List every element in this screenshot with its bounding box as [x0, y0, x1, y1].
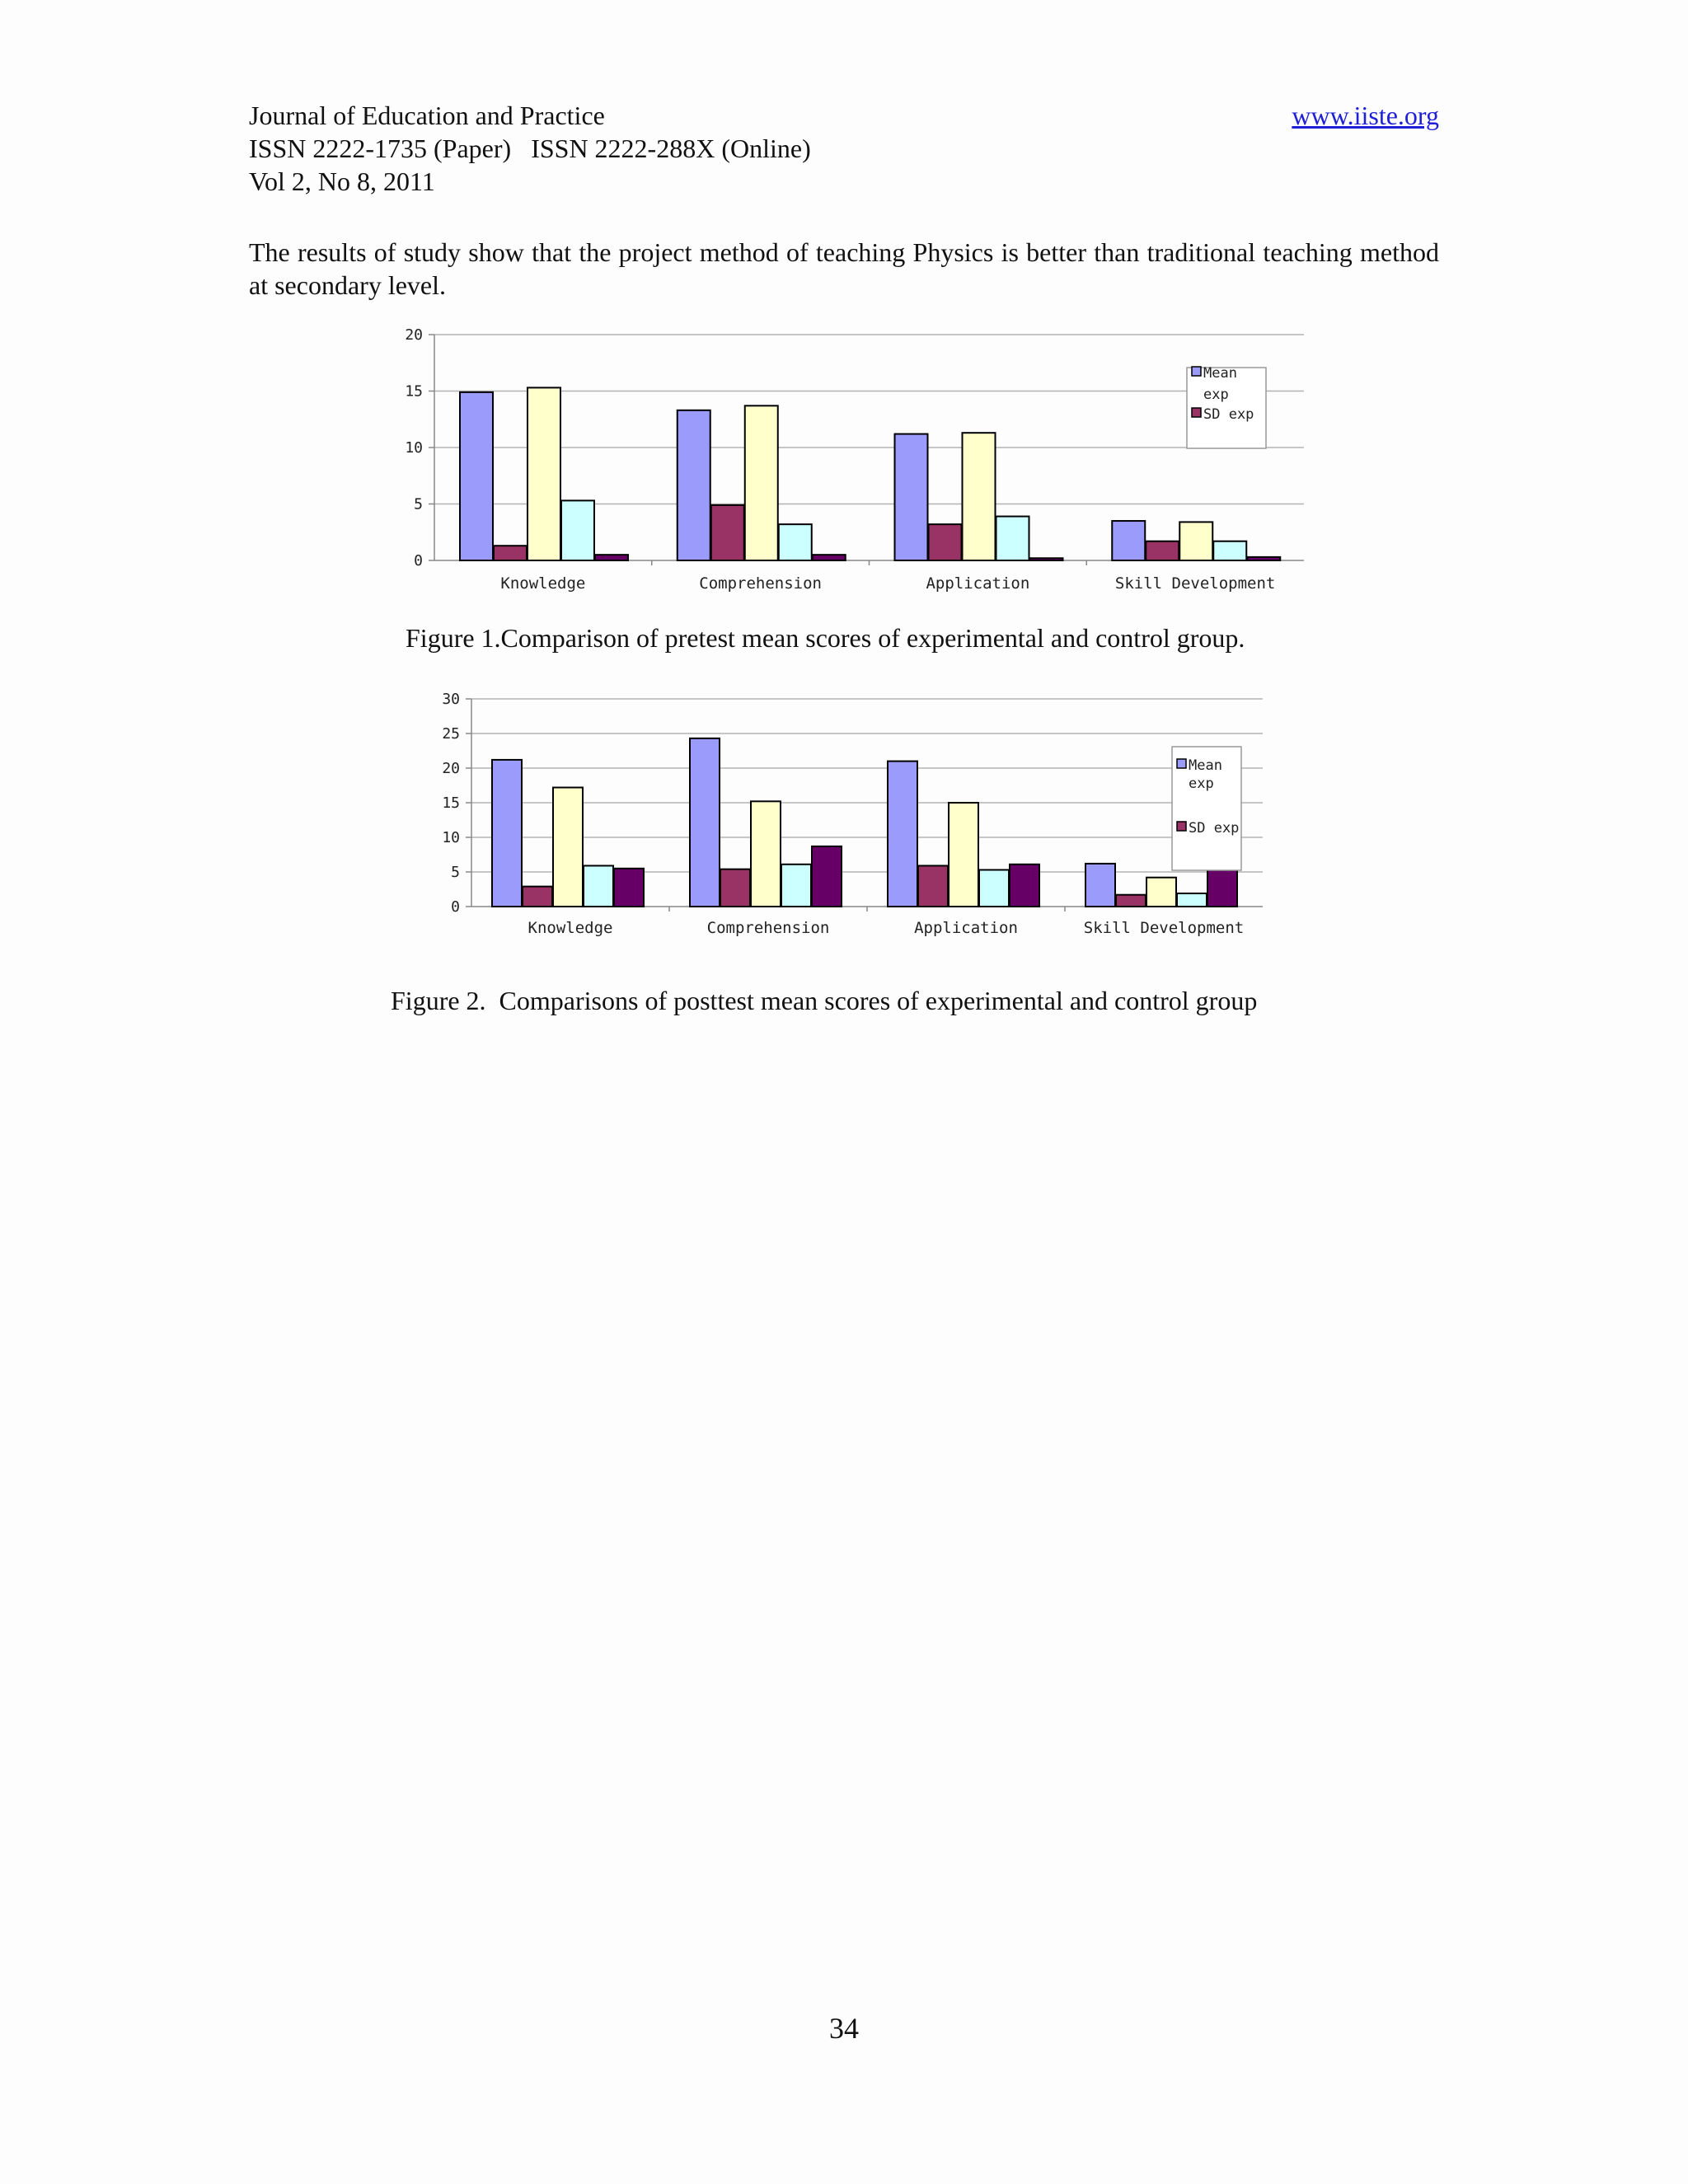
- bar: [996, 517, 1029, 560]
- x-tick-label: Skill Development: [1083, 919, 1245, 937]
- legend-swatch: [1177, 759, 1186, 768]
- bar: [1247, 557, 1280, 560]
- bar: [918, 865, 948, 907]
- legend-swatch: [1192, 367, 1201, 376]
- bar: [678, 410, 710, 560]
- y-tick-label: 20: [405, 326, 423, 344]
- figure-1-chart: [387, 321, 1319, 602]
- bar: [979, 869, 1009, 907]
- bar: [781, 865, 811, 907]
- bar: [584, 865, 613, 907]
- x-tick-label: Knowledge: [500, 574, 586, 593]
- legend-label: SD exp: [1203, 406, 1254, 423]
- bar: [1010, 865, 1039, 907]
- bar: [561, 500, 594, 560]
- bar: [492, 760, 522, 907]
- y-tick-label: 25: [442, 725, 460, 743]
- y-tick-label: 15: [442, 794, 460, 812]
- y-tick-label: 0: [414, 552, 423, 569]
- legend-label: exp: [1203, 387, 1229, 403]
- bar: [711, 505, 744, 560]
- bar: [614, 869, 644, 907]
- y-tick-label: 5: [414, 495, 423, 513]
- bar: [1085, 864, 1115, 907]
- figure-2-caption: Figure 2. Comparisons of posttest mean scores of experimental and control group: [391, 986, 1258, 1015]
- x-tick-label: Comprehension: [699, 574, 822, 593]
- y-tick-label: 10: [442, 829, 460, 846]
- x-tick-label: Knowledge: [528, 919, 613, 937]
- legend-label: Mean: [1203, 365, 1237, 382]
- legend-label: SD exp: [1189, 820, 1240, 837]
- bar: [963, 433, 996, 560]
- journal-url-link[interactable]: www.iiste.org: [1292, 101, 1439, 130]
- bar: [929, 524, 962, 560]
- x-tick-label: Skill Development: [1114, 574, 1276, 593]
- y-tick-label: 0: [451, 898, 460, 916]
- bar: [888, 762, 917, 907]
- bar: [1030, 558, 1063, 560]
- bar: [751, 801, 781, 907]
- bar: [523, 887, 552, 907]
- bar: [813, 555, 846, 560]
- y-tick-label: 20: [442, 760, 460, 777]
- bar: [460, 392, 493, 560]
- bar: [1177, 893, 1207, 907]
- bar: [1112, 521, 1145, 560]
- bar: [553, 788, 583, 907]
- bar: [690, 738, 720, 907]
- bar: [494, 546, 527, 560]
- bar: [595, 555, 628, 560]
- y-tick-label: 30: [442, 691, 460, 708]
- bar: [779, 524, 812, 560]
- bar: [1179, 522, 1212, 560]
- journal-title: Journal of Education and Practice: [249, 101, 605, 130]
- figure-1-caption: Figure 1.Comparison of pretest mean scores of experimental and control group.: [406, 623, 1245, 653]
- x-tick-label: Application: [914, 919, 1018, 937]
- legend-swatch: [1192, 408, 1201, 417]
- bar: [812, 846, 842, 907]
- bar: [1146, 878, 1176, 907]
- y-tick-label: 5: [451, 864, 460, 881]
- bar: [1146, 541, 1179, 560]
- legend-swatch: [1177, 822, 1186, 831]
- bar: [1116, 895, 1146, 907]
- page-number: 34: [829, 2012, 859, 2045]
- bar: [1213, 541, 1246, 560]
- bar: [949, 803, 978, 907]
- x-tick-label: Application: [926, 574, 1030, 593]
- bar: [745, 405, 778, 560]
- y-tick-label: 15: [405, 382, 423, 401]
- volume-line: Vol 2, No 8, 2011: [249, 166, 435, 196]
- legend-label: Mean: [1189, 757, 1222, 774]
- legend-label: exp: [1189, 776, 1214, 792]
- figure-2-chart: [412, 684, 1278, 940]
- x-tick-label: Comprehension: [706, 919, 830, 937]
- issn-line: ISSN 2222-1735 (Paper) ISSN 2222-288X (Online): [249, 134, 811, 163]
- bar: [895, 434, 928, 560]
- body-paragraph: The results of study show that the project method of teaching Physics is better than traditional teaching method at secondary level.: [249, 237, 1439, 300]
- bar: [720, 869, 750, 907]
- y-tick-label: 10: [405, 439, 423, 457]
- bar: [528, 387, 560, 560]
